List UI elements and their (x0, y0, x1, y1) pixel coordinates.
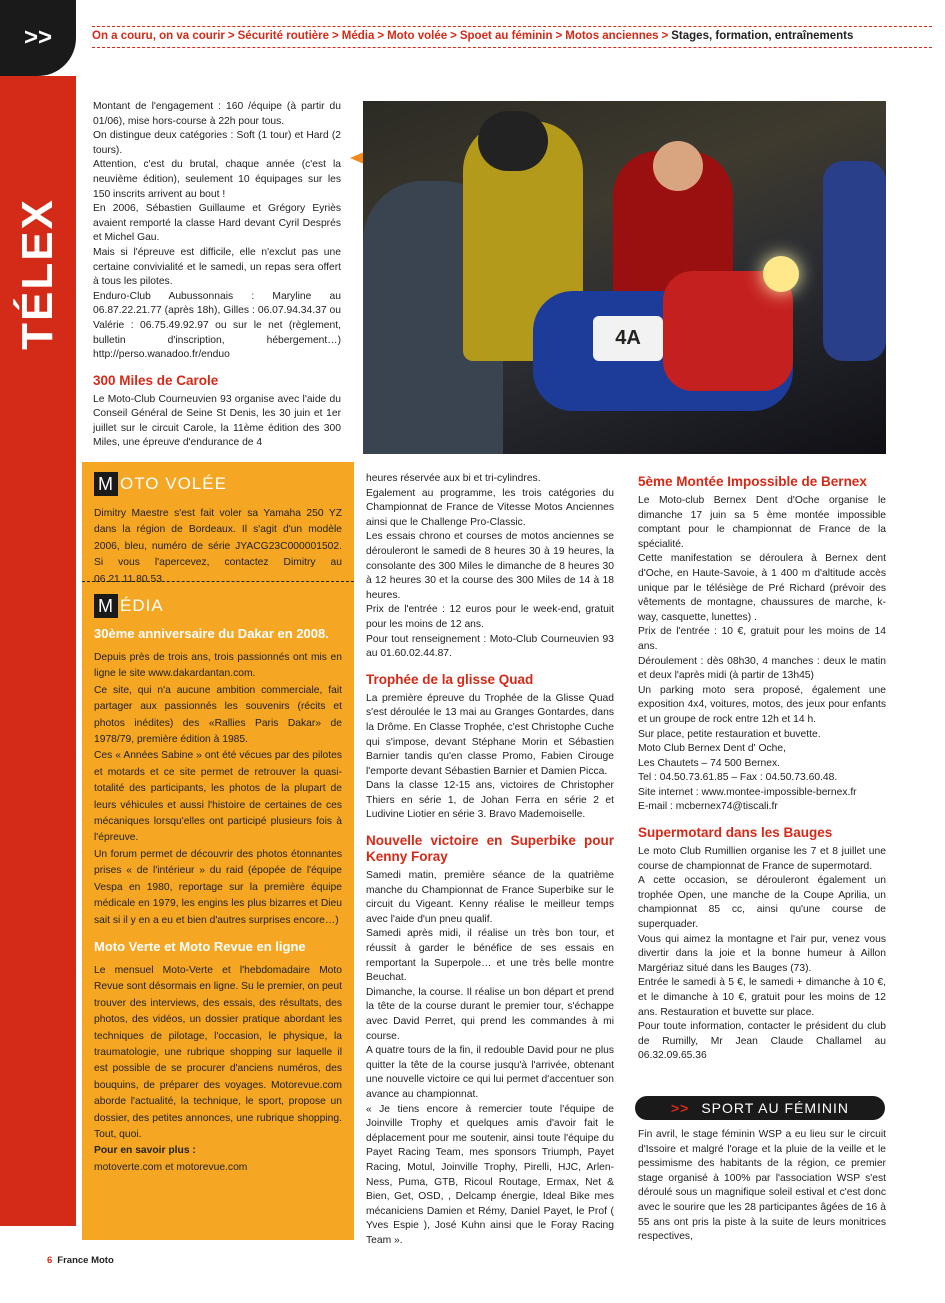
carole-continued (366, 472, 614, 662)
photo-pointer-arrow (350, 152, 364, 164)
magazine-name: France Moto (57, 1255, 114, 1266)
breadcrumb-separator: > (227, 30, 235, 42)
superbike-title: Nouvelle victoire en Superbike pour Kenny Foray (366, 833, 614, 865)
paragraph: Cette manifestation se déroulera à Bernex dent d'Oche, en Haute-Savoie, à 1 400 m d'altitude accès unique par le télésiège de Pré Richard (prévoir des vêtements de montagne, chaussures de marche, k-way, casquette, lunettes) . (638, 553, 886, 623)
paragraph: Déroulement : dès 08h30, 4 manches : deux le matin et deux l'après midi (à partir de 13h45) (638, 655, 886, 682)
telex-band (0, 76, 76, 1226)
enduro-photo (363, 101, 886, 454)
paragraph: Vous qui aimez la montagne et l'air pur, venez vous divertir dans la joie et la bonne humeur à Aillon Margériaz situé dans les Bauges (73). (638, 933, 886, 974)
sport-feminin-banner (635, 1096, 885, 1120)
bauges-article (638, 845, 886, 1064)
paragraph: Dimanche, la course. Il réalise un bon départ et prend la tête de la course durant le premier tour, s'échappe avec David Perret, qui prend les commandes à mi course. (366, 986, 614, 1042)
quad-article (366, 692, 614, 823)
savoir-plus-label: Pour en savoir plus : (94, 1145, 196, 1157)
telex-sidebar (0, 0, 76, 1303)
breadcrumb-link[interactable]: Média (341, 30, 375, 42)
paragraph: Pour tout renseignement : Moto-Club Courneuvien 93 au 01.60.02.44.87. (366, 633, 614, 660)
breadcrumb-separator: > (377, 30, 385, 42)
paragraph: Samedi matin, première séance de la quatrième manche du Championnat de France Superbike sur le circuit du Vigeant. Kenny réalise le meilleur temps avec l'aide d'un pneu qualif. (366, 870, 614, 925)
bernex-article (638, 494, 886, 815)
paragraph: Entrée le samedi à 5 €, le samedi + dimanche à 10 €, et le dimanche à 10 €, gratuit pour les moins de 12 ans. Restauration et buvette sur place. (638, 977, 886, 1018)
paragraph: Le Moto-club Bernex Dent d'Oche organise le dimanche 17 juin sa 5 ème montée impossible comptant pour le championnat de France de la spécialité. (638, 495, 886, 550)
paragraph: Pour toute information, contacter le président du club de Rumilly, Mr Jean Claude Challamel au 06.32.09.65.36 (638, 1021, 886, 1062)
page-number: 6 (47, 1255, 53, 1266)
telex-label: TÉLEX (13, 198, 62, 350)
paragraph: Ces « Années Sabine » ont été vécues par des pilotes et motards et ce site permet de retrouver la quasi-totalité des participants, les photos de la plupart de leurs véhicules et aussi l'histoire de certaines de ces mécaniques lorsqu'elles ont participé plusieurs fois à l'épreuve. (94, 750, 342, 844)
orange-sidebar-box (82, 462, 354, 1240)
paragraph: Le moto Club Rumillien organise les 7 et 8 juillet une course de championnat de France de supermotard. (638, 846, 886, 872)
moto-verte-title: Moto Verte et Moto Revue en ligne (94, 938, 306, 954)
paragraph: Moto Club Bernex Dent d' Oche, (638, 743, 786, 755)
paragraph: Un parking moto sera proposé, également une exposition 4x4, voitures, motos, des jeux pour enfants et un groupe de rock entre 12h et 14 h. (638, 684, 886, 725)
paragraph: Site internet : www.montee-impossible-bernex.fr (638, 786, 857, 798)
paragraph: Samedi après midi, il réalise un très bon tour, et réussit à garder le bénéfice de ses essais en remportant la Superpole… et une très belle montre Beuchat. (366, 928, 614, 984)
paragraph: Mais si l'épreuve est difficile, elle n'exclut pas une certaine convivialité et le samedi, un repas sera offert à tous les pilotes. (93, 246, 341, 288)
paragraph: Sur place, petite restauration et buvette. (638, 728, 821, 740)
race-number-plate: 4A (593, 316, 663, 361)
carole-title: 300 Miles de Carole (93, 372, 219, 388)
paragraph: Egalement au programme, les trois catégories du Championnat de France de Vitesse Motos Anciennes ainsi que le Challenge Pro-Classic. (366, 487, 614, 528)
paragraph: Montant de l'engagement : 160 /équipe (à partir du 01/06), mise hors-course à 22h pour tous. (93, 101, 341, 127)
breadcrumb-link[interactable]: Sécurité routière (237, 30, 330, 42)
paragraph: Dans la classe 12-15 ans, victoires de Christopher Thiers en série 1, de Johan Ferra en série 2 et Ludivine Liotier en série 3. Bravo Mademoiselle. (366, 780, 614, 821)
moto-volee-section (94, 472, 342, 588)
carole-text: Le Moto-Club Courneuvien 93 organise avec l'aide du Conseil Général de Seine St Denis, les 30 juin et 1er juillet sur le circuit Carole, la 11ème édition des 300 Miles, une épreuve d'endurance de 4 (93, 393, 341, 449)
moto-volee-text: Dimitry Maestre s'est fait voler sa Yamaha 250 YZ dans la région de Bordeaux. Il s'agit d'un modèle 2006, bleu, numéro de série JYACG23C000001502. Si vous l'apercevez, contactez Dimitry au 06.21.11.80.53. (94, 508, 342, 585)
quad-title: Trophée de la glisse Quad (366, 671, 534, 687)
bauges-title: Supermotard dans les Bauges (638, 825, 833, 841)
breadcrumb (92, 26, 932, 48)
media-heading: M ÉDIA (94, 594, 342, 618)
paragraph: On distingue deux catégories : Soft (1 tour) et Hard (2 tours). (93, 130, 341, 156)
breadcrumb-separator: > (450, 30, 457, 42)
breadcrumb-link[interactable]: Stages, formation, entraînements (671, 30, 854, 42)
breadcrumb-separator: > (332, 30, 339, 42)
breadcrumb-link[interactable]: Moto volée (387, 30, 448, 42)
paragraph: Un forum permet de découvrir des photos étonnantes prises « de l'intérieur » du raid (épopée de l'équipe Vespa en 1980, reportage sur la première équipe médicale en 1979, les engins les plus bizarres et Dieu sait si il y en a eu et bien d'autres surprises encore…) (94, 848, 342, 926)
paragraph: Attention, c'est du brutal, chaque année (c'est la neuvième édition), seulement 10 équipages sur les 150 inscrits arrivent au bout ! (93, 159, 341, 200)
paragraph: Prix de l'entrée : 12 euros pour le week-end, gratuit pour les moins de 12 ans. (366, 604, 614, 630)
breadcrumb-separator: > (555, 30, 563, 42)
paragraph: Tel : 04.50.73.61.85 – Fax : 04.50.73.60.48. (638, 772, 838, 784)
feminin-text: Fin avril, le stage féminin WSP a eu lieu sur le circuit d'Issoire et malgré l'orage et la pluie de la veille et le pessimisme des habitants de la région, ce premier stage organisé à 100% par l'association WSP s'est déroulé sous un magnifique soleil estival et c'est donc avec le sourire que les 28 participantes âgées de 16 à 55 ans ont pris la piste à la suite de leurs monitrices respectives, (638, 1129, 886, 1243)
moto-volee-heading: M OTO VOLÉE (94, 472, 342, 496)
breadcrumb-link[interactable]: On a couru, on va courir (92, 30, 225, 42)
dakar-article (94, 650, 342, 929)
media-section (94, 594, 342, 1176)
box-divider (82, 581, 354, 582)
sport-feminin-label: SPORT AU FÉMININ (701, 1100, 850, 1116)
page-footer (47, 1255, 114, 1266)
paragraph: A quatre tours de la fin, il redouble David pour ne plus quitter la tête de la course jusqu'à l'arrivée, obtenant une nouvelle victoire ce qui lui permet d'accentuer son avance au championnat. (366, 1045, 614, 1100)
enduro-article (93, 100, 341, 363)
paragraph: En 2006, Sébastien Guillaume et Grégory Eyriès avaient remporté la classe Hard devant Cyril Després et Michel Gau. (93, 203, 341, 244)
moto-verte-text: Le mensuel Moto-Verte et l'hebdomadaire Moto Revue sont désormais en ligne. Su le premier, on peut trouver des interviews, des essais, des résultats, des photos, des vidéos, un dossier pratique abordant les techniques de pilotage, l'occasion, le physique, la traumatologie, une rubrique shopping sur laquelle il est possible de se procurer d'anciens numéros, des bouquins, de préparer des voyages. Motorevue.com aborde l'actualité, la technique, le sport, propose un dossier, des petites annonces, une rubrique shopping. Tout, quoi. (94, 964, 342, 1140)
savoir-plus-links: motoverte.com et motorevue.com (94, 1161, 248, 1173)
chevron-icon: >> (670, 1100, 690, 1116)
paragraph: heures réservée aux bi et tri-cylindres. (366, 473, 541, 484)
paragraph: « Je tiens encore à remercier toute l'équipe de Joinville Trophy et quelques amis d'avoir fait le déplacement pour me soutenir, ainsi toute l'équipe du Payet Racing Team, mes sponsors Triumph, Payet Racing, Motul, Joinville Trophy, Pirelli, HJC, Arlen-Ness, Puma, GTB, Ricoul Routage, Ermax, Net & Bien, Get, OSD, , Delcamp énergie, Ideal Bike mes mécaniciens Damien et Rémy, Daniel Payet, le Prof ( Yves Espie ), José Kuhn ainsi que le Foray Racing Team ». (366, 1103, 614, 1246)
paragraph: A cette occasion, se dérouleront également un trophée Open, une manche de la Coupe Aprilia, un championnat 85 cc, ainsi qu'une course de superquader. (638, 875, 886, 931)
paragraph: E-mail : mcbernex74@tiscali.fr (638, 801, 778, 813)
section-tab-arrow: >> (0, 0, 76, 76)
column-right (638, 472, 886, 1064)
paragraph: Ce site, qui n'a aucune ambition commerciale, fait partager aux passionnés les souvenirs (récits et photos inédites) des «Rallies Paris Dakar» de 1978/79, première édition à 1985. (94, 684, 342, 746)
paragraph: Depuis près de trois ans, trois passionnés ont mis en ligne le site www.dakardantan.com. (94, 652, 342, 680)
paragraph: La première épreuve du Trophée de la Glisse Quad s'est déroulée le 13 mai au Granges Gontardes, dans la Drôme. En Classe Trophée, c'est Christophe Cuche qui s'impose, devant Stéphane Morin et Sébastien Barnier tandis qu'en classe Promo, Fabien Cirouge l'emporte devant Sébastien Barnier et Damien Picca. (366, 692, 614, 777)
column-middle (366, 472, 614, 1249)
paragraph: Les Chautets – 74 500 Bernex. (638, 757, 780, 769)
paragraph: Les essais chrono et courses de motos anciennes se dérouleront le samedi de 8 heures 30 à 19 heures, la consolante des 300 Miles le dimanche de 8 heures 30 à 12 heures 30 et la course des 300 Miles de 14 à 18 heures. (366, 531, 614, 601)
superbike-article (366, 869, 614, 1248)
bernex-title: 5ème Montée Impossible de Bernex (638, 474, 867, 489)
feminin-article (638, 1128, 886, 1245)
breadcrumb-separator: > (661, 30, 669, 42)
breadcrumb-link[interactable]: Motos anciennes (565, 30, 659, 42)
paragraph: Enduro-Club Aubussonnais : Maryline au 06.87.22.21.77 (après 18h), Gilles : 06.07.94.34.37 ou Valérie : 06.75.49.92.97 ou sur le net (règlement, bulletin d'inscription, hébergement…) http://perso.wanadoo.fr/enduo (93, 290, 341, 361)
breadcrumb-link[interactable]: Spoet au féminin (459, 30, 553, 42)
paragraph: Prix de l'entrée : 10 €, gratuit pour les moins de 14 ans. (638, 626, 886, 652)
dakar-title: 30ème anniversaire du Dakar en 2008. (94, 626, 329, 641)
column-left (93, 100, 341, 451)
